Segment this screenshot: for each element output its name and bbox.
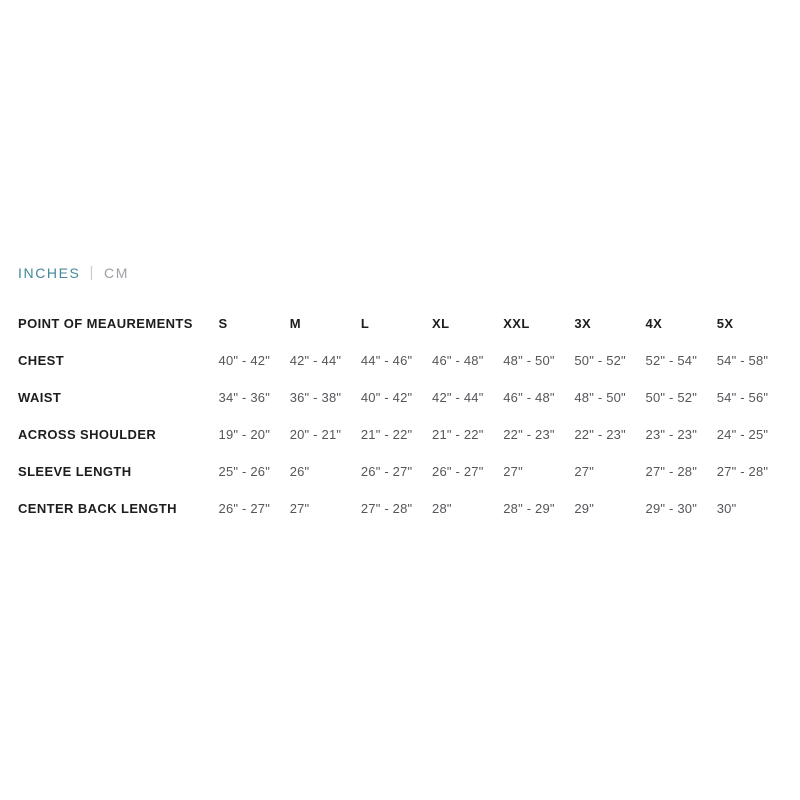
column-header-l: L [360,316,370,331]
cell-chest-s: 40" - 42" [218,353,271,368]
table-row-chest [18,342,788,379]
cell-waist-4x: 50" - 52" [645,390,698,405]
cell-back-l: 27" - 28" [360,501,413,516]
column-header-xxl: XXL [503,316,530,331]
cell-sleeve-l: 26" - 27" [360,464,413,479]
unit-toggle-cm[interactable]: CM [104,264,129,281]
cell-waist-5x: 54" - 56" [716,390,769,405]
size-chart-table [18,305,788,527]
cell-shoulder-3x: 22" - 23" [574,427,626,442]
row-label: SLEEVE LENGTH [18,464,132,479]
table-row-center-back-length [18,490,788,527]
cell-back-xxl: 28" - 29" [503,501,555,516]
cell-chest-5x: 54" - 58" [716,353,769,368]
unit-toggle-inches[interactable]: INCHES [18,264,81,281]
cell-chest-l: 44" - 46" [360,353,413,368]
cell-shoulder-l: 21" - 22" [360,427,413,442]
cell-back-4x: 29" - 30" [645,501,698,516]
cell-sleeve-4x: 27" - 28" [645,464,698,479]
column-header-5x: 5X [716,316,734,331]
table-header-row [18,305,788,342]
cell-shoulder-5x: 24" - 25" [716,427,769,442]
column-header-m: M [289,316,301,331]
column-header-measurements: POINT OF MEAUREMENTS [18,316,193,331]
cell-waist-3x: 48" - 50" [574,390,626,405]
cell-chest-3x: 50" - 52" [574,353,626,368]
cell-shoulder-xxl: 22" - 23" [503,427,555,442]
column-header-4x: 4X [645,316,663,331]
unit-toggle-separator: | [89,264,95,281]
cell-back-3x: 29" [574,501,595,516]
cell-sleeve-5x: 27" - 28" [716,464,769,479]
column-header-3x: 3X [574,316,592,331]
cell-shoulder-xl: 21" - 22" [432,427,484,442]
size-chart-section [18,264,788,527]
cell-chest-xl: 46" - 48" [432,353,484,368]
row-label: CENTER BACK LENGTH [18,501,177,516]
cell-shoulder-s: 19" - 20" [218,427,271,442]
cell-back-s: 26" - 27" [218,501,271,516]
cell-sleeve-3x: 27" [574,464,595,479]
cell-back-m: 27" [289,501,310,516]
cell-waist-l: 40" - 42" [360,390,413,405]
cell-sleeve-m: 26" [289,464,310,479]
column-header-xl: XL [432,316,450,331]
cell-waist-xxl: 46" - 48" [503,390,555,405]
table-row-across-shoulder [18,416,788,453]
cell-chest-4x: 52" - 54" [645,353,698,368]
cell-back-xl: 28" [432,501,452,516]
cell-waist-s: 34" - 36" [218,390,271,405]
cell-back-5x: 30" [716,501,737,516]
cell-shoulder-m: 20" - 21" [289,427,342,442]
cell-chest-xxl: 48" - 50" [503,353,555,368]
cell-shoulder-4x: 23" - 23" [645,427,698,442]
cell-chest-m: 42" - 44" [289,353,342,368]
table-row-sleeve-length [18,453,788,490]
row-label: WAIST [18,390,62,405]
cell-waist-xl: 42" - 44" [432,390,484,405]
table-row-waist [18,379,788,416]
cell-waist-m: 36" - 38" [289,390,342,405]
cell-sleeve-xl: 26" - 27" [432,464,484,479]
column-header-s: S [218,316,228,331]
cell-sleeve-s: 25" - 26" [218,464,271,479]
row-label: ACROSS SHOULDER [18,427,157,442]
unit-toggle [18,264,788,281]
cell-sleeve-xxl: 27" [503,464,523,479]
row-label: CHEST [18,353,65,368]
